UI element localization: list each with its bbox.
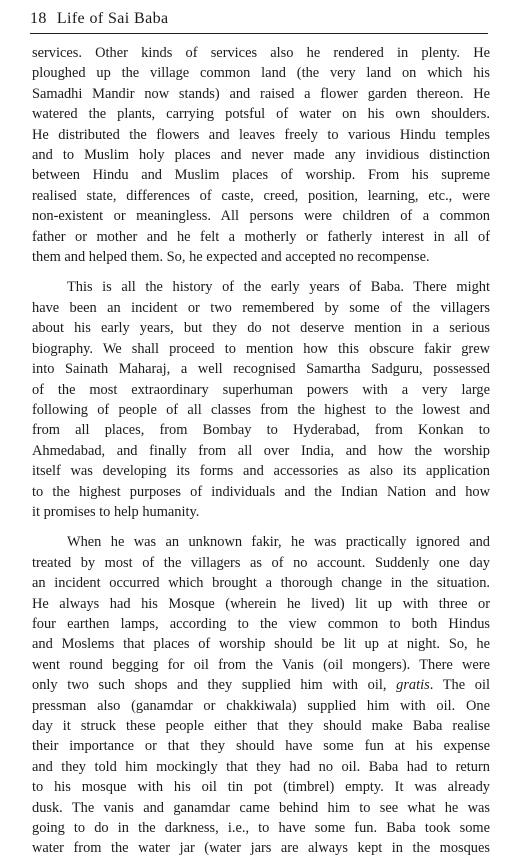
text-line: their importance or that they should have some fun at his expense — [32, 738, 490, 755]
text-line: of the most extraordinary superhuman powers with a very large — [32, 381, 490, 398]
text-line-with-italic — [32, 675, 490, 695]
text-line: Ahmedabad, and finally from all over India, and how the worship — [32, 442, 490, 459]
text-line: non-existent or meaningless. All persons were children of a common — [32, 208, 490, 225]
running-header — [30, 9, 488, 34]
text-line: went round begging for oil from the Vanis (oil mongers). There were — [32, 656, 490, 673]
text-line: dusk. The vanis and ganamdar came behind him to see what he was — [32, 799, 490, 816]
text-line: and Moslems that places of worship should be lit up at night. So, he — [32, 636, 490, 653]
text-line: pressman also (ganamdar or chakkiwala) supplied him with oil. One — [32, 697, 490, 714]
text-line: four earthen lamps, according to the view common to both Hindus — [32, 615, 490, 632]
text-line: realised state, differences of caste, creed, position, learning, etc., were — [32, 187, 490, 204]
text-line: ploughed up the village common land (the very land on which his — [32, 65, 490, 82]
text-line: watered the plants, carrying potsful of water on his own shoulders. — [32, 106, 490, 123]
italic-word: gratis — [396, 677, 430, 694]
text-line: to the highest purposes of individuals and the Indian Nation and how — [32, 483, 490, 500]
text-line: biography. We shall proceed to mention how this obscure fakir grew — [32, 340, 490, 357]
paragraph-2 — [32, 277, 490, 522]
paragraph-3 — [32, 532, 490, 859]
text-line: it promises to help humanity. — [32, 503, 200, 520]
text-line: have been an incident or two remembered by some of the villagers — [32, 299, 490, 316]
text-run: only two such shops and they supplied him with oil, — [32, 677, 397, 694]
paragraph-1 — [32, 43, 490, 267]
text-line: and to Muslim holy places and never made any invidious distinction — [32, 147, 490, 164]
text-line: going to do in the darkness, i.e., to have some fun. Baba took some — [32, 820, 490, 837]
text-line: Samadhi Mandir now stands) and raised a flower garden thereon. He — [32, 85, 490, 102]
text-line: between Hindu and Muslim places of worship. From his supreme — [32, 167, 490, 184]
text-line: from all places, from Bombay to Hyderabad, from Konkan to — [32, 422, 490, 439]
text-line: He distributed the flowers and leaves freely to various Hindu temples — [32, 126, 490, 143]
text-line: them and helped them. So, he expected and accepted no recompense. — [32, 249, 430, 266]
text-line: day it struck these people either that they should make Baba realise — [32, 718, 490, 734]
text-line: following of people of all classes from the highest to the lowest and — [32, 401, 490, 418]
running-title: Life of Sai Baba — [56, 10, 169, 27]
text-line: an incident occurred which brought a thorough change in the situation. — [32, 575, 490, 592]
page-body — [32, 43, 490, 859]
text-line: and they told him mockingly that they had no oil. Baba had to return — [32, 758, 490, 775]
text-line: water from the water jar (water jars are always kept in the mosques — [32, 840, 490, 857]
text-line: When he was an unknown fakir, he was practically ignored and — [67, 534, 490, 551]
text-run: . The oil — [429, 677, 490, 694]
text-line: treated by most of the villagers as of no account. Suddenly one day — [32, 554, 490, 571]
text-line: He always had his Mosque (wherein he lived) lit up with three or — [32, 595, 490, 612]
text-line: This is all the history of the early years of Baba. There might — [67, 279, 490, 296]
text-line: into Sainath Maharaj, a well recognised Samartha Sadguru, possessed — [32, 361, 490, 378]
text-line: services. Other kinds of services also he rendered in plenty. He — [32, 45, 490, 61]
page-number: 18 — [30, 10, 47, 27]
text-line: father or mother and he felt a motherly or fatherly interest in all of — [32, 228, 490, 245]
text-line: about his early years, but they do not deserve mention in a serious — [32, 320, 490, 337]
text-line: to his mosque with his oil tin pot (timbrel) empty. It was already — [32, 779, 490, 796]
text-line: itself was developing its forms and accessories as also its application — [32, 463, 490, 480]
